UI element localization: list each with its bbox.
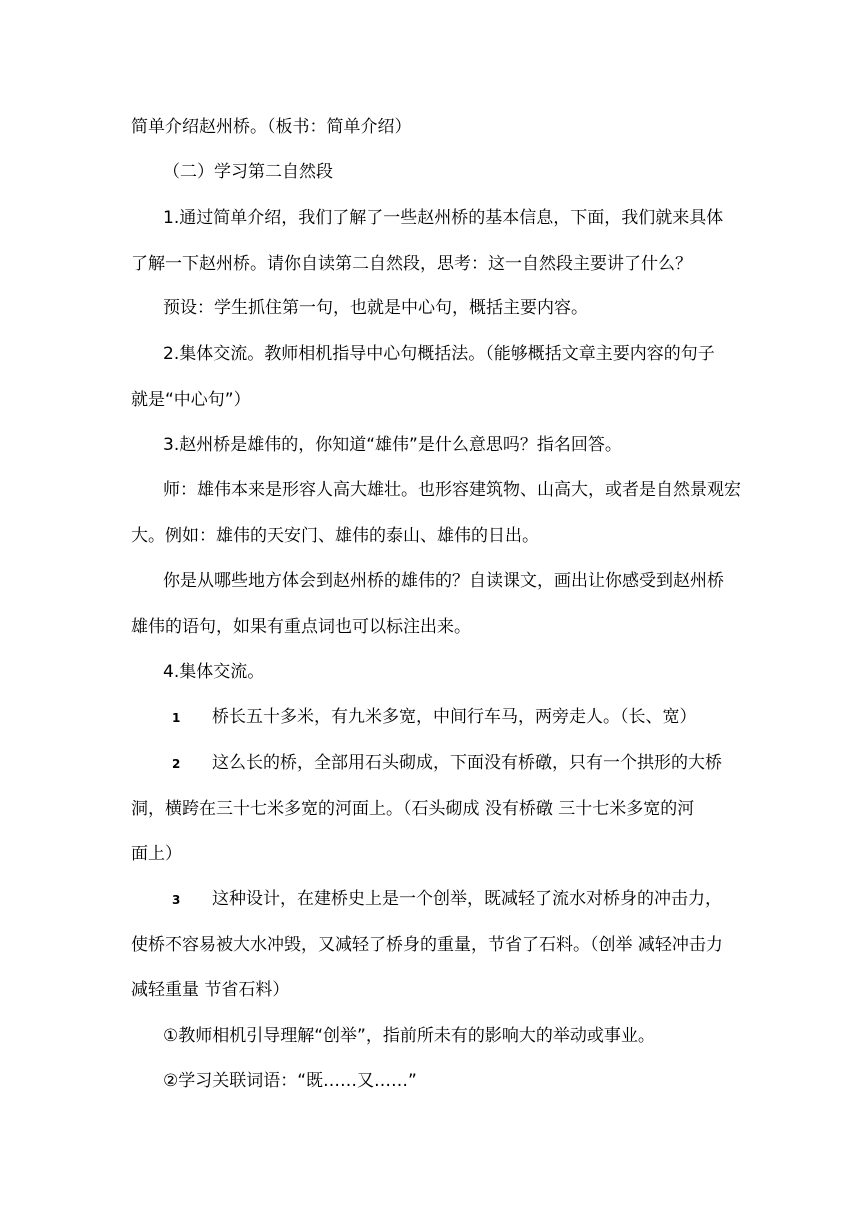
paragraph-line: 了解一下赵州桥。请你自读第二自然段，思考：这一自然段主要讲了什么？ [131, 254, 692, 274]
paragraph-line: 面上） [131, 844, 182, 864]
paragraph-line: 4.集体交流。 [163, 662, 265, 682]
item-marker: 1 [172, 711, 181, 725]
paragraph-line: 预设：学生抓住第一句，也就是中心句，概括主要内容。 [163, 298, 588, 318]
paragraph-line: 大。例如：雄伟的天安门、雄伟的泰山、雄伟的日出。 [131, 526, 539, 546]
item-text: 桥长五十多米，有九米多宽，中间行车马，两旁走人。（长、宽） [212, 707, 697, 727]
paragraph-line: 减轻重量 节省石料） [131, 980, 290, 1000]
paragraph-line: 师：雄伟本来是形容人高大雄壮。也形容建筑物、山高大，或者是自然景观宏 [163, 480, 741, 500]
paragraph-line: 1.通过简单介绍，我们了解了一些赵州桥的基本信息，下面，我们就来具体 [163, 208, 724, 228]
numbered-item [172, 751, 722, 776]
paragraph-line: ①教师相机引导理解“创举”，指前所未有的影响大的举动或事业。 [163, 1026, 655, 1046]
numbered-item [172, 887, 722, 912]
paragraph-line: 洞，横跨在三十七米多宽的河面上。（石头砌成 没有桥礅 三十七米多宽的河 [131, 799, 695, 819]
numbered-item [172, 705, 697, 730]
paragraph-line: 3.赵州桥是雄伟的，你知道“雄伟”是什么意思吗？指名回答。 [163, 435, 622, 455]
paragraph-line: ②学习关联词语：“既……又……” [163, 1071, 417, 1091]
section-heading: （二）学习第二自然段 [163, 162, 333, 182]
paragraph-line: 雄伟的语句，如果有重点词也可以标注出来。 [131, 617, 471, 637]
item-text: 这种设计，在建桥史上是一个创举，既减轻了流水对桥身的冲击力， [212, 889, 722, 909]
item-marker: 3 [172, 893, 181, 907]
item-marker: 2 [172, 757, 181, 771]
paragraph-line: 你是从哪些地方体会到赵州桥的雄伟的？自读课文，画出让你感受到赵州桥 [163, 571, 724, 591]
paragraph-line: 就是“中心句”） [131, 390, 251, 410]
paragraph-line: 使桥不容易被大水冲毁，又减轻了桥身的重量，节省了石料。（创举 减轻冲击力 [131, 935, 723, 955]
paragraph-line: 2.集体交流。教师相机指导中心句概括法。（能够概括文章主要内容的句子 [163, 344, 715, 364]
paragraph-line: 简单介绍赵州桥。（板书：简单介绍） [131, 117, 412, 137]
item-text: 这么长的桥，全部用石头砌成，下面没有桥礅，只有一个拱形的大桥 [212, 753, 722, 773]
